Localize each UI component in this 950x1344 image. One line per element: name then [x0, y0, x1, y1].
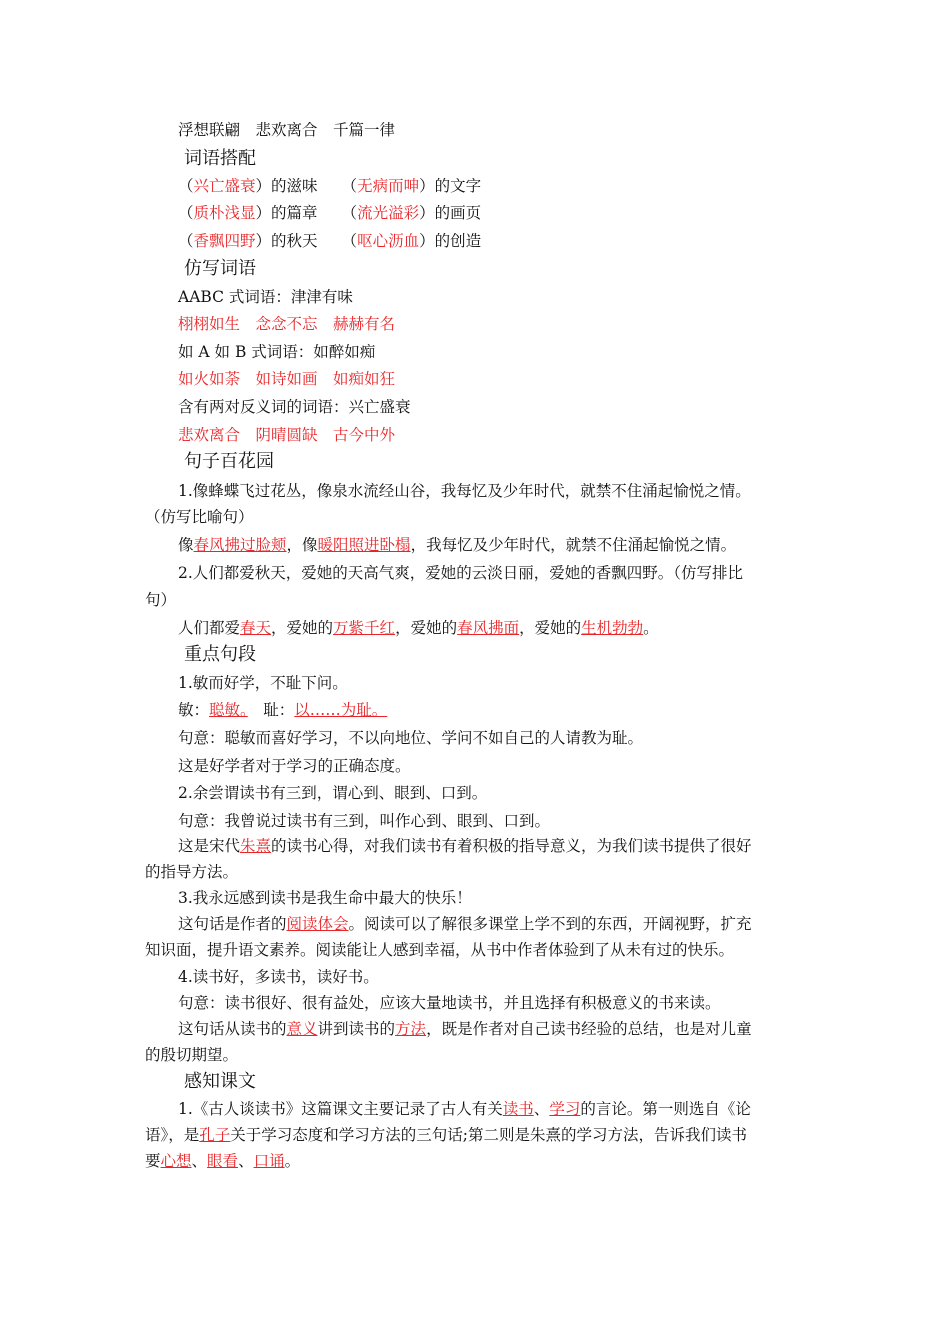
idiom-line: 浮想联翩 悲欢离合 千篇一律 — [178, 121, 396, 139]
aabc-prompt: AABC 式词语：津津有味 — [178, 288, 353, 306]
perceive-1-cont: 语》，是孔子关于学习态度和学习方法的三句话;第二则是朱熹的学习方法，告诉我们读书 — [145, 1126, 748, 1144]
key-4: 4.读书好，多读书，读好书。 — [178, 968, 379, 986]
sentence-2: 2.人们都爱秋天，爱她的天高气爽，爱她的云淡日丽，爱她的香飘四野。（仿写排比 — [178, 564, 744, 582]
sentence-1-cont: （仿写比喻句） — [145, 508, 254, 526]
collocation-row: （兴亡盛衰）的滋味 （无病而呻）的文字 — [178, 177, 482, 195]
key-2-meaning: 句意：我曾说过读书有三到，叫作心到、眼到、口到。 — [178, 812, 551, 830]
heading-imitate-words: 仿写词语 — [184, 258, 256, 279]
antonym-answer: 悲欢离合 阴晴圆缺 古今中外 — [178, 426, 396, 444]
perceive-1: 1.《古人谈读书》这篇课文主要记录了古人有关读书、学习的言论。第一则选自《论 — [178, 1100, 751, 1118]
key-3-note-cont: 知识面，提升语文素养。阅读能让人感到幸福，从书中作者体验到了从未有过的快乐。 — [145, 941, 735, 959]
key-3: 3.我永远感到读书是我生命中最大的快乐！ — [178, 889, 472, 907]
key-2-note-cont: 的指导方法。 — [145, 863, 239, 881]
perceive-1-cont2: 要心想、眼看、口诵。 — [145, 1152, 301, 1170]
key-1-gloss: 敏：聪敏。 耻：以……为耻。 — [178, 701, 388, 719]
key-2: 2.余尝谓读书有三到，谓心到、眼到、口到。 — [178, 784, 488, 802]
key-1: 1.敏而好学，不耻下问。 — [178, 674, 348, 692]
key-4-meaning: 句意：读书很好、很有益处，应该大量地读书，并且选择有积极意义的书来读。 — [178, 994, 721, 1012]
heading-key-passages: 重点句段 — [184, 644, 256, 665]
sentence-2-answer: 人们都爱春天，爱她的万紫千红，爱她的春风拂面，爱她的生机勃勃。 — [178, 619, 659, 637]
collocation-row: （质朴浅显）的篇章 （流光溢彩）的画页 — [178, 204, 482, 222]
sentence-2-cont: 句） — [145, 591, 177, 609]
heading-sentence-garden: 句子百花园 — [184, 451, 274, 472]
key-3-note: 这句话是作者的阅读体会。阅读可以了解很多课堂上学不到的东西，开阔视野，扩充 — [178, 915, 752, 933]
sentence-1: 1.像蜂蝶飞过花丛，像泉水流经山谷，我每忆及少年时代，就禁不住涌起愉悦之情。 — [178, 482, 751, 500]
key-1-meaning: 句意：聪敏而喜好学习，不以向地位、学问不如自己的人请教为耻。 — [178, 729, 644, 747]
heading-perceive-text: 感知课文 — [184, 1071, 256, 1092]
key-4-note-cont: 的殷切期望。 — [145, 1046, 239, 1064]
heading-word-collocation: 词语搭配 — [184, 148, 256, 169]
key-2-note: 这是宋代朱熹的读书心得，对我们读书有着积极的指导意义，为我们读书提供了很好 — [178, 837, 752, 855]
ruaRub-prompt: 如 A 如 B 式词语：如醉如痴 — [178, 343, 376, 361]
key-4-note: 这句话从读书的意义讲到读书的方法，既是作者对自己读书经验的总结，也是对儿童 — [178, 1020, 752, 1038]
key-1-note: 这是好学者对于学习的正确态度。 — [178, 757, 411, 775]
sentence-1-answer: 像春风拂过脸颊，像暖阳照进卧榻，我每忆及少年时代，就禁不住涌起愉悦之情。 — [178, 536, 737, 554]
ruaRub-answer: 如火如荼 如诗如画 如痴如狂 — [178, 370, 396, 388]
collocation-row: （香飘四野）的秋天 （呕心沥血）的创造 — [178, 232, 482, 250]
aabc-answer: 栩栩如生 念念不忘 赫赫有名 — [178, 315, 396, 333]
antonym-prompt: 含有两对反义词的词语：兴亡盛衰 — [178, 398, 411, 416]
